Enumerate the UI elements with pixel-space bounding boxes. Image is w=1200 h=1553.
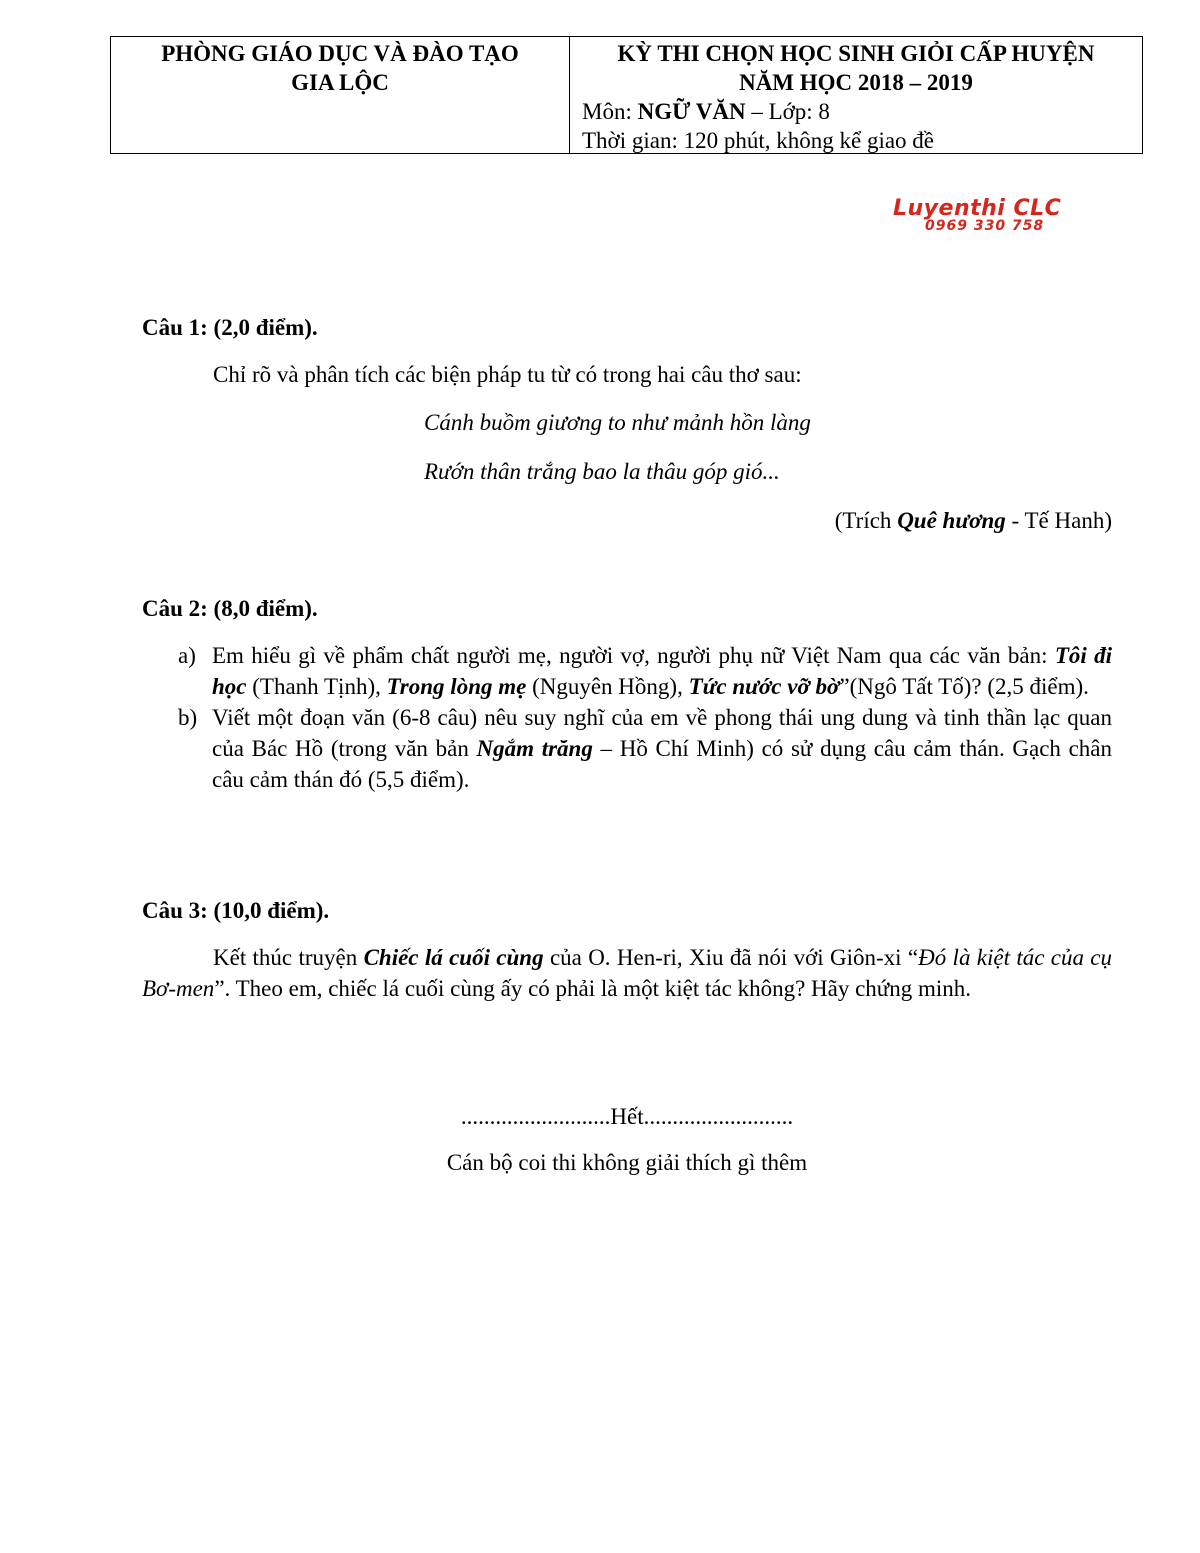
district-name: GIA LỘC [291,70,389,95]
question-3-title: Câu 3: (10,0 điểm). [142,898,330,923]
q2a-text: Em hiểu gì về phẩm chất người mẹ, người vợ, người phụ nữ Việt Nam qua các văn bản: [212,643,1055,668]
exam-time: Thời gian: 120 phút, không kể giao đề [582,128,934,153]
school-year: NĂM HỌC 2018 – 2019 [739,70,973,95]
q3-text: của O. Hen-ri, Xiu đã nói với Giôn-xi “ [543,945,919,970]
quote: Đó là kiệt tác của cụ Bơ-men [142,945,1113,1001]
question-2-title: Câu 2: (8,0 điểm). [142,596,318,621]
subject-name: NGỮ VĂN [637,99,746,124]
department-name: PHÒNG GIÁO DỤC VÀ ĐÀO TẠO [161,41,519,66]
end-marker: ..........................Hết.......................... [460,1104,794,1129]
question-2-items [142,640,1112,795]
q2a-text: (Thanh Tịnh), [246,674,387,699]
q2a-text: ”(Ngô Tất Tố)? (2,5 điểm). [839,674,1089,699]
question-2a [142,640,1112,702]
question-3 [142,895,1112,1004]
source-author: - Tế Hanh) [1005,508,1112,533]
poem-source [142,505,1112,536]
q2a-text: (Nguyên Hồng), [526,674,689,699]
exam-title: KỲ THI CHỌN HỌC SINH GIỎI CẤP HUYỆN [617,41,1095,66]
source-prefix: (Trích [834,508,898,533]
q2b-text: Viết một đoạn văn (6-8 câu) nêu suy nghĩ của em về phong thái ung dung và tinh thần lạc quan của Bác Hồ (trong văn bản [212,705,1112,761]
question-2 [142,593,1112,795]
subject-prefix: Môn: [582,99,638,124]
grade: – Lớp: 8 [745,99,830,124]
question-3-body [142,942,1112,1004]
work-title: Trong lòng mẹ [386,674,527,699]
question-2b [142,702,1112,795]
source-title: Quê hương [897,508,1006,533]
question-1-title: Câu 1: (2,0 điểm). [142,315,318,340]
q2b-text: – Hồ Chí Minh) có sử dụng câu cảm thán. Gạch chân câu cảm thán đó (5,5 điểm). [212,736,1113,792]
header-table [110,36,1143,154]
logo-phone: 0969 330 758 [925,218,1045,234]
item-marker: a) [178,643,196,668]
item-marker: b) [178,705,198,730]
work-title: Chiếc lá cuối cùng [363,945,544,970]
header-left [111,37,570,153]
poem-line-1: Cánh buồm giương to như mảnh hồn làng [424,410,811,435]
work-title: Ngắm trăng [476,736,593,761]
q3-text: ”. Theo em, chiếc lá cuối cùng ấy có phải là một kiệt tác không? Hãy chứng minh. [214,976,972,1001]
watermark-logo [893,196,1113,242]
question-1-prompt: Chỉ rõ và phân tích các biện pháp tu từ có trong hai câu thơ sau: [213,362,802,387]
header-right [570,37,1142,153]
work-title: Tôi đi học [212,643,1112,699]
poem-line-2: Rướn thân trắng bao la thâu góp gió... [424,459,780,484]
logo-title: Luyenthi CLC [893,196,1062,221]
q3-text: Kết thúc truyện [213,945,364,970]
subject-line [582,97,1142,126]
work-title: Tức nước vỡ bờ [688,674,840,699]
question-1 [142,312,1112,536]
proctor-note: Cán bộ coi thi không giải thích gì thêm [446,1150,808,1175]
